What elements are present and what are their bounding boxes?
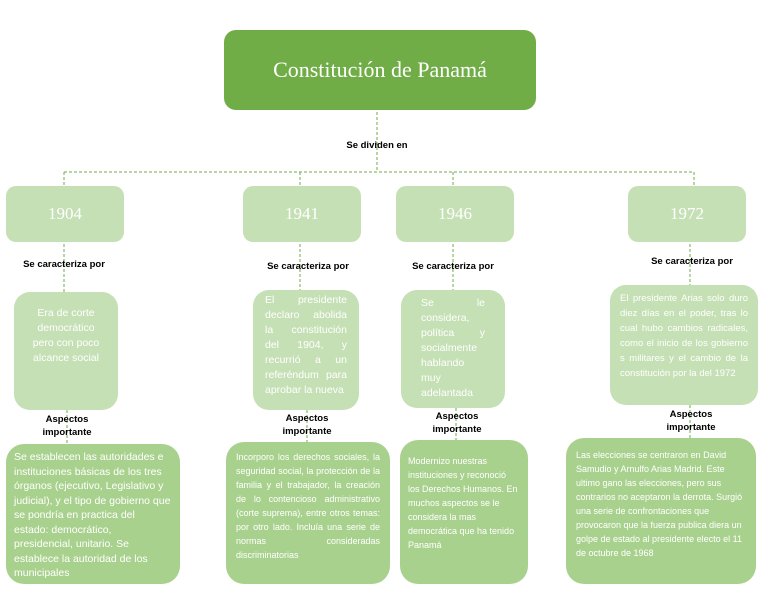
caracteriza-label-1972: Se caracteriza por [651, 256, 733, 267]
aspectos-label-1972: Aspectos importante [666, 409, 716, 433]
aspectos-1904: Se establecen las autoridades e instituciones básicas de los tres órganos (ejecutivo, Legislativo y judicial), y el tipo de gobierno que se pondría en practica del estado: democrático, presidencial, unitario. Se establece la autoridad de los municipales [6, 444, 180, 584]
diagram-title: Constitución de Panamá [224, 30, 536, 110]
year-box-1972: 1972 [628, 186, 746, 242]
aspectos-label-1941: Aspectos importante [282, 413, 332, 437]
year-box-1941: 1941 [243, 186, 361, 242]
aspectos-1941: Incorporo los derechos sociales, la seguridad social, la protección de la familia y el trabajador, la creación de lo contencioso administrativo (corte suprema), entre otros temas: por otro lado. Incluía una serie de normas consideradas discriminatorias [226, 442, 390, 584]
description-1972: El presidente Arias solo duro diez días en el poder, tras lo cual hubo cambios radicales, como el inicio de los gobierno s militares y el cambio de la constitución por la del 1972 [610, 285, 758, 405]
year-box-1904: 1904 [6, 186, 124, 242]
description-1946: Se le considera, política y socialmente hablando muy adelantada [401, 290, 505, 408]
description-1904: Era de corte democrático pero con poco alcance social [14, 292, 118, 410]
aspectos-label-1904: Aspectos importante [42, 414, 92, 438]
caracteriza-label-1946: Se caracteriza por [412, 261, 494, 272]
connector-label: Se dividen en [346, 140, 408, 151]
aspectos-1972: Las elecciones se centraron en David Samudio y Arnulfo Arias Madrid. Este ultimo gano las elecciones, pero sus contrarios no aceptaron la derrota. Surgió una serie de confrontaciones que provocaron que la fuerza publica diera un golpe de estado al presidente electo el 11 de octubre de 1968 [566, 438, 756, 584]
description-1941: El presidente declaro abolida la constitución del 1904, y recurrió a un referéndum para aprobar la nueva [253, 290, 359, 410]
year-box-1946: 1946 [396, 186, 514, 242]
caracteriza-label-1941: Se caracteriza por [267, 261, 349, 272]
caracteriza-label-1904: Se caracteriza por [23, 259, 105, 270]
aspectos-label-1946: Aspectos importante [432, 411, 482, 435]
aspectos-1946: Modernizo nuestras instituciones y reconoció los Derechos Humanos. En muchos aspectos se le considera la mas democrática que ha tenido Panamá [400, 440, 528, 584]
